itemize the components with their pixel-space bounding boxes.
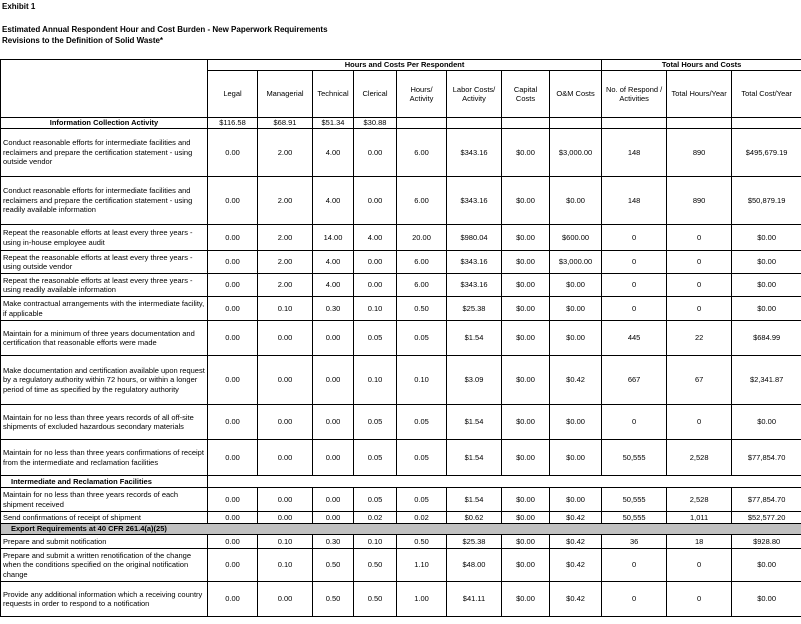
value-cell: 0.30: [313, 297, 354, 321]
value-cell: 67: [667, 356, 732, 405]
rate-blank: [667, 118, 732, 129]
value-cell: $1.54: [447, 488, 502, 512]
value-cell: $0.42: [550, 549, 602, 582]
value-cell: 6.00: [397, 274, 447, 297]
value-cell: $2,341.87: [732, 356, 801, 405]
value-cell: $343.16: [447, 129, 502, 177]
value-cell: 148: [602, 177, 667, 225]
value-cell: 0.00: [208, 274, 258, 297]
value-cell: $3.09: [447, 356, 502, 405]
value-cell: 0.00: [208, 251, 258, 274]
value-cell: 0: [602, 251, 667, 274]
value-cell: 4.00: [313, 129, 354, 177]
value-cell: 0: [667, 225, 732, 251]
value-cell: 0.10: [258, 549, 313, 582]
activity-cell: Make contractual arrangements with the intermediate facility, if applicable: [1, 297, 208, 321]
value-cell: 2.00: [258, 274, 313, 297]
exhibit-label: Exhibit 1: [2, 2, 36, 11]
value-cell: 2.00: [258, 177, 313, 225]
value-cell: 0.00: [208, 225, 258, 251]
column-header: Total Hours/Year: [667, 71, 732, 118]
table-row: [1, 297, 801, 321]
value-cell: 6.00: [397, 177, 447, 225]
burden-table: [0, 59, 801, 617]
value-cell: $77,854.70: [732, 440, 801, 476]
value-cell: $0.00: [502, 488, 550, 512]
value-cell: 4.00: [313, 274, 354, 297]
value-cell: 0.00: [313, 512, 354, 524]
value-cell: 0: [667, 405, 732, 440]
value-cell: 0.05: [354, 440, 397, 476]
value-cell: 0: [602, 549, 667, 582]
value-cell: $3,000.00: [550, 129, 602, 177]
value-cell: 0.05: [354, 405, 397, 440]
value-cell: $980.04: [447, 225, 502, 251]
value-cell: 890: [667, 177, 732, 225]
table-row: [1, 274, 801, 297]
value-cell: $1.54: [447, 440, 502, 476]
value-cell: 0.00: [208, 488, 258, 512]
value-cell: 667: [602, 356, 667, 405]
section-header-blank: [208, 476, 801, 488]
section-3-rows: [1, 535, 801, 617]
page-title: Estimated Annual Respondent Hour and Cost Burden - New Paperwork Requirements: [2, 25, 328, 34]
activity-cell: Maintain for no less than three years records of each shipment received: [1, 488, 208, 512]
value-cell: 0.10: [258, 535, 313, 549]
value-cell: $0.00: [502, 512, 550, 524]
per-respondent-header: Hours and Costs Per Respondent: [208, 60, 602, 71]
value-cell: 0.00: [354, 129, 397, 177]
value-cell: 0.50: [354, 549, 397, 582]
value-cell: 0.00: [208, 321, 258, 356]
value-cell: $0.00: [502, 549, 550, 582]
value-cell: $0.00: [732, 297, 801, 321]
value-cell: 0.00: [258, 512, 313, 524]
activity-cell: Maintain for a minimum of three years documentation and certification that reasonable efforts were made: [1, 321, 208, 356]
value-cell: 0.00: [208, 129, 258, 177]
value-cell: $0.42: [550, 512, 602, 524]
column-header: Technical: [313, 71, 354, 118]
value-cell: 50,555: [602, 512, 667, 524]
value-cell: 0.05: [354, 321, 397, 356]
value-cell: $25.38: [447, 297, 502, 321]
column-header: Legal: [208, 71, 258, 118]
value-cell: $343.16: [447, 274, 502, 297]
value-cell: $0.00: [550, 297, 602, 321]
value-cell: 0.00: [258, 488, 313, 512]
value-cell: 6.00: [397, 251, 447, 274]
table-row: [1, 488, 801, 512]
value-cell: 2.00: [258, 129, 313, 177]
column-header: Total Cost/Year: [732, 71, 801, 118]
value-cell: 0.00: [354, 274, 397, 297]
value-cell: $50,879.19: [732, 177, 801, 225]
table-row: [1, 356, 801, 405]
value-cell: 0.10: [354, 356, 397, 405]
value-cell: 0.50: [313, 549, 354, 582]
value-cell: 0: [667, 582, 732, 617]
value-cell: 36: [602, 535, 667, 549]
rate-blank: [397, 118, 447, 129]
value-cell: 14.00: [313, 225, 354, 251]
value-cell: 0.00: [354, 251, 397, 274]
table-row: [1, 129, 801, 177]
table-row: [1, 321, 801, 356]
value-cell: $52,577.20: [732, 512, 801, 524]
value-cell: 2.00: [258, 225, 313, 251]
rate-blank: [732, 118, 801, 129]
value-cell: $0.00: [732, 549, 801, 582]
value-cell: $0.00: [502, 251, 550, 274]
activity-header: Information Collection Activity: [1, 118, 208, 129]
value-cell: 0.02: [354, 512, 397, 524]
value-cell: $928.80: [732, 535, 801, 549]
value-cell: 0: [602, 225, 667, 251]
value-cell: $684.99: [732, 321, 801, 356]
value-cell: 0.00: [208, 512, 258, 524]
value-cell: 0.00: [208, 582, 258, 617]
value-cell: 0.00: [208, 535, 258, 549]
activity-cell: Repeat the reasonable efforts at least every three years - using outside vendor: [1, 251, 208, 274]
value-cell: 0.50: [397, 297, 447, 321]
value-cell: 0: [602, 582, 667, 617]
section-header-row: [1, 476, 801, 488]
section-3-label: Export Requirements at 40 CFR 261.4(a)(25): [1, 524, 801, 535]
activity-cell: Repeat the reasonable efforts at least every three years - using readily available information: [1, 274, 208, 297]
column-header: Managerial: [258, 71, 313, 118]
table-row: [1, 251, 801, 274]
section-2-label: Intermediate and Reclamation Facilities: [1, 476, 208, 488]
value-cell: 22: [667, 321, 732, 356]
table-row: [1, 225, 801, 251]
value-cell: 0: [667, 274, 732, 297]
group-header-row: [1, 60, 801, 71]
value-cell: $0.00: [502, 582, 550, 617]
value-cell: $0.00: [732, 405, 801, 440]
value-cell: 0.10: [397, 356, 447, 405]
hourly-rate: $30.88: [354, 118, 397, 129]
value-cell: $600.00: [550, 225, 602, 251]
value-cell: $41.11: [447, 582, 502, 617]
column-header: No. of Respond / Activities: [602, 71, 667, 118]
section-2-rows: [1, 488, 801, 524]
value-cell: 0.05: [397, 440, 447, 476]
table-row: [1, 440, 801, 476]
value-cell: 0.00: [208, 177, 258, 225]
value-cell: $0.00: [550, 405, 602, 440]
value-cell: 0.10: [354, 535, 397, 549]
activity-cell: Maintain for no less than three years records of all off-site shipments of excluded hazardous secondary materials: [1, 405, 208, 440]
column-header: Labor Costs/ Activity: [447, 71, 502, 118]
activity-cell: Maintain for no less than three years confirmations of receipt from the intermediate and reclamation facilities: [1, 440, 208, 476]
value-cell: 50,555: [602, 440, 667, 476]
value-cell: 0.10: [354, 297, 397, 321]
value-cell: 0.50: [354, 582, 397, 617]
value-cell: 0.05: [354, 488, 397, 512]
value-cell: 0.00: [313, 356, 354, 405]
activity-cell: Provide any additional information which a receiving country requests in order to respond to a notification: [1, 582, 208, 617]
value-cell: 1.00: [397, 582, 447, 617]
value-cell: 1,011: [667, 512, 732, 524]
column-header: Capital Costs: [502, 71, 550, 118]
value-cell: $0.00: [502, 274, 550, 297]
page-subtitle: Revisions to the Definition of Solid Waste*: [2, 36, 164, 45]
value-cell: 0: [667, 251, 732, 274]
value-cell: 148: [602, 129, 667, 177]
value-cell: $0.00: [502, 129, 550, 177]
value-cell: $0.00: [732, 225, 801, 251]
activity-cell: Repeat the reasonable efforts at least every three years - using in-house employee audit: [1, 225, 208, 251]
activity-cell: Make documentation and certification available upon request by a regulatory authority within 72 hours, or within a longer period of time as specified by the regulatory authority: [1, 356, 208, 405]
value-cell: $0.00: [550, 440, 602, 476]
value-cell: 0.00: [208, 440, 258, 476]
rate-blank: [447, 118, 502, 129]
value-cell: 0.05: [397, 488, 447, 512]
value-cell: $343.16: [447, 177, 502, 225]
rate-blank: [602, 118, 667, 129]
value-cell: $0.42: [550, 356, 602, 405]
value-cell: 0.00: [258, 440, 313, 476]
hourly-rate: $116.58: [208, 118, 258, 129]
table-row: [1, 582, 801, 617]
activity-cell: Send confirmations of receipt of shipment: [1, 512, 208, 524]
value-cell: 0.50: [397, 535, 447, 549]
value-cell: 0: [602, 405, 667, 440]
value-cell: 0.05: [397, 321, 447, 356]
value-cell: 0.05: [397, 405, 447, 440]
value-cell: 1.10: [397, 549, 447, 582]
value-cell: $0.00: [550, 321, 602, 356]
value-cell: $25.38: [447, 535, 502, 549]
total-header: Total Hours and Costs: [602, 60, 801, 71]
value-cell: $495,679.19: [732, 129, 801, 177]
hourly-rate: $68.91: [258, 118, 313, 129]
value-cell: $0.00: [502, 177, 550, 225]
section-1-rows: [1, 129, 801, 476]
value-cell: 4.00: [313, 251, 354, 274]
value-cell: 0.00: [258, 321, 313, 356]
value-cell: $0.62: [447, 512, 502, 524]
value-cell: $1.54: [447, 405, 502, 440]
rate-blank: [502, 118, 550, 129]
value-cell: $77,854.70: [732, 488, 801, 512]
table-row: [1, 549, 801, 582]
section-header-row: [1, 524, 801, 535]
value-cell: $0.00: [732, 274, 801, 297]
value-cell: 6.00: [397, 129, 447, 177]
table-row: [1, 512, 801, 524]
rate-blank: [550, 118, 602, 129]
column-header: Hours/ Activity: [397, 71, 447, 118]
activity-cell: Conduct reasonable efforts for intermediate facilities and reclaimers and prepare the certification statement - using outside vendor: [1, 129, 208, 177]
value-cell: $0.42: [550, 582, 602, 617]
value-cell: 0.00: [208, 549, 258, 582]
value-cell: $0.00: [502, 535, 550, 549]
blank-corner: [1, 60, 208, 118]
activity-cell: Prepare and submit a written renotification of the change when the conditions specified on the original notification change: [1, 549, 208, 582]
value-cell: 0: [602, 274, 667, 297]
value-cell: $0.00: [502, 225, 550, 251]
value-cell: 0.00: [313, 405, 354, 440]
value-cell: 0.30: [313, 535, 354, 549]
value-cell: 2,528: [667, 440, 732, 476]
value-cell: 4.00: [354, 225, 397, 251]
value-cell: $0.00: [502, 405, 550, 440]
value-cell: 0.00: [208, 297, 258, 321]
value-cell: 445: [602, 321, 667, 356]
value-cell: 20.00: [397, 225, 447, 251]
table-row: [1, 177, 801, 225]
rate-row: [1, 118, 801, 129]
value-cell: 0.00: [208, 356, 258, 405]
value-cell: 0: [667, 549, 732, 582]
value-cell: 0: [602, 297, 667, 321]
value-cell: $1.54: [447, 321, 502, 356]
value-cell: 0.00: [313, 488, 354, 512]
activity-cell: Conduct reasonable efforts for intermediate facilities and reclaimers and prepare the certification statement - using readily available information: [1, 177, 208, 225]
value-cell: $0.00: [550, 488, 602, 512]
value-cell: 0.00: [313, 321, 354, 356]
value-cell: 0.00: [258, 356, 313, 405]
value-cell: 0.00: [354, 177, 397, 225]
value-cell: $0.00: [502, 356, 550, 405]
value-cell: $0.00: [550, 177, 602, 225]
value-cell: $0.00: [502, 440, 550, 476]
value-cell: 0: [667, 297, 732, 321]
value-cell: $0.42: [550, 535, 602, 549]
value-cell: $0.00: [502, 297, 550, 321]
value-cell: $48.00: [447, 549, 502, 582]
value-cell: $0.00: [732, 251, 801, 274]
value-cell: 18: [667, 535, 732, 549]
table-row: [1, 535, 801, 549]
value-cell: $0.00: [550, 274, 602, 297]
value-cell: 4.00: [313, 177, 354, 225]
value-cell: 2,528: [667, 488, 732, 512]
value-cell: 0.00: [258, 405, 313, 440]
column-header: O&M Costs: [550, 71, 602, 118]
table-row: [1, 405, 801, 440]
value-cell: $0.00: [502, 321, 550, 356]
value-cell: 2.00: [258, 251, 313, 274]
value-cell: 0.00: [208, 405, 258, 440]
value-cell: $3,000.00: [550, 251, 602, 274]
value-cell: 0.10: [258, 297, 313, 321]
column-header: Clerical: [354, 71, 397, 118]
value-cell: 0.50: [313, 582, 354, 617]
value-cell: $0.00: [732, 582, 801, 617]
hourly-rate: $51.34: [313, 118, 354, 129]
value-cell: 890: [667, 129, 732, 177]
value-cell: $343.16: [447, 251, 502, 274]
activity-cell: Prepare and submit notification: [1, 535, 208, 549]
value-cell: 0.02: [397, 512, 447, 524]
value-cell: 0.00: [258, 582, 313, 617]
value-cell: 0.00: [313, 440, 354, 476]
value-cell: 50,555: [602, 488, 667, 512]
